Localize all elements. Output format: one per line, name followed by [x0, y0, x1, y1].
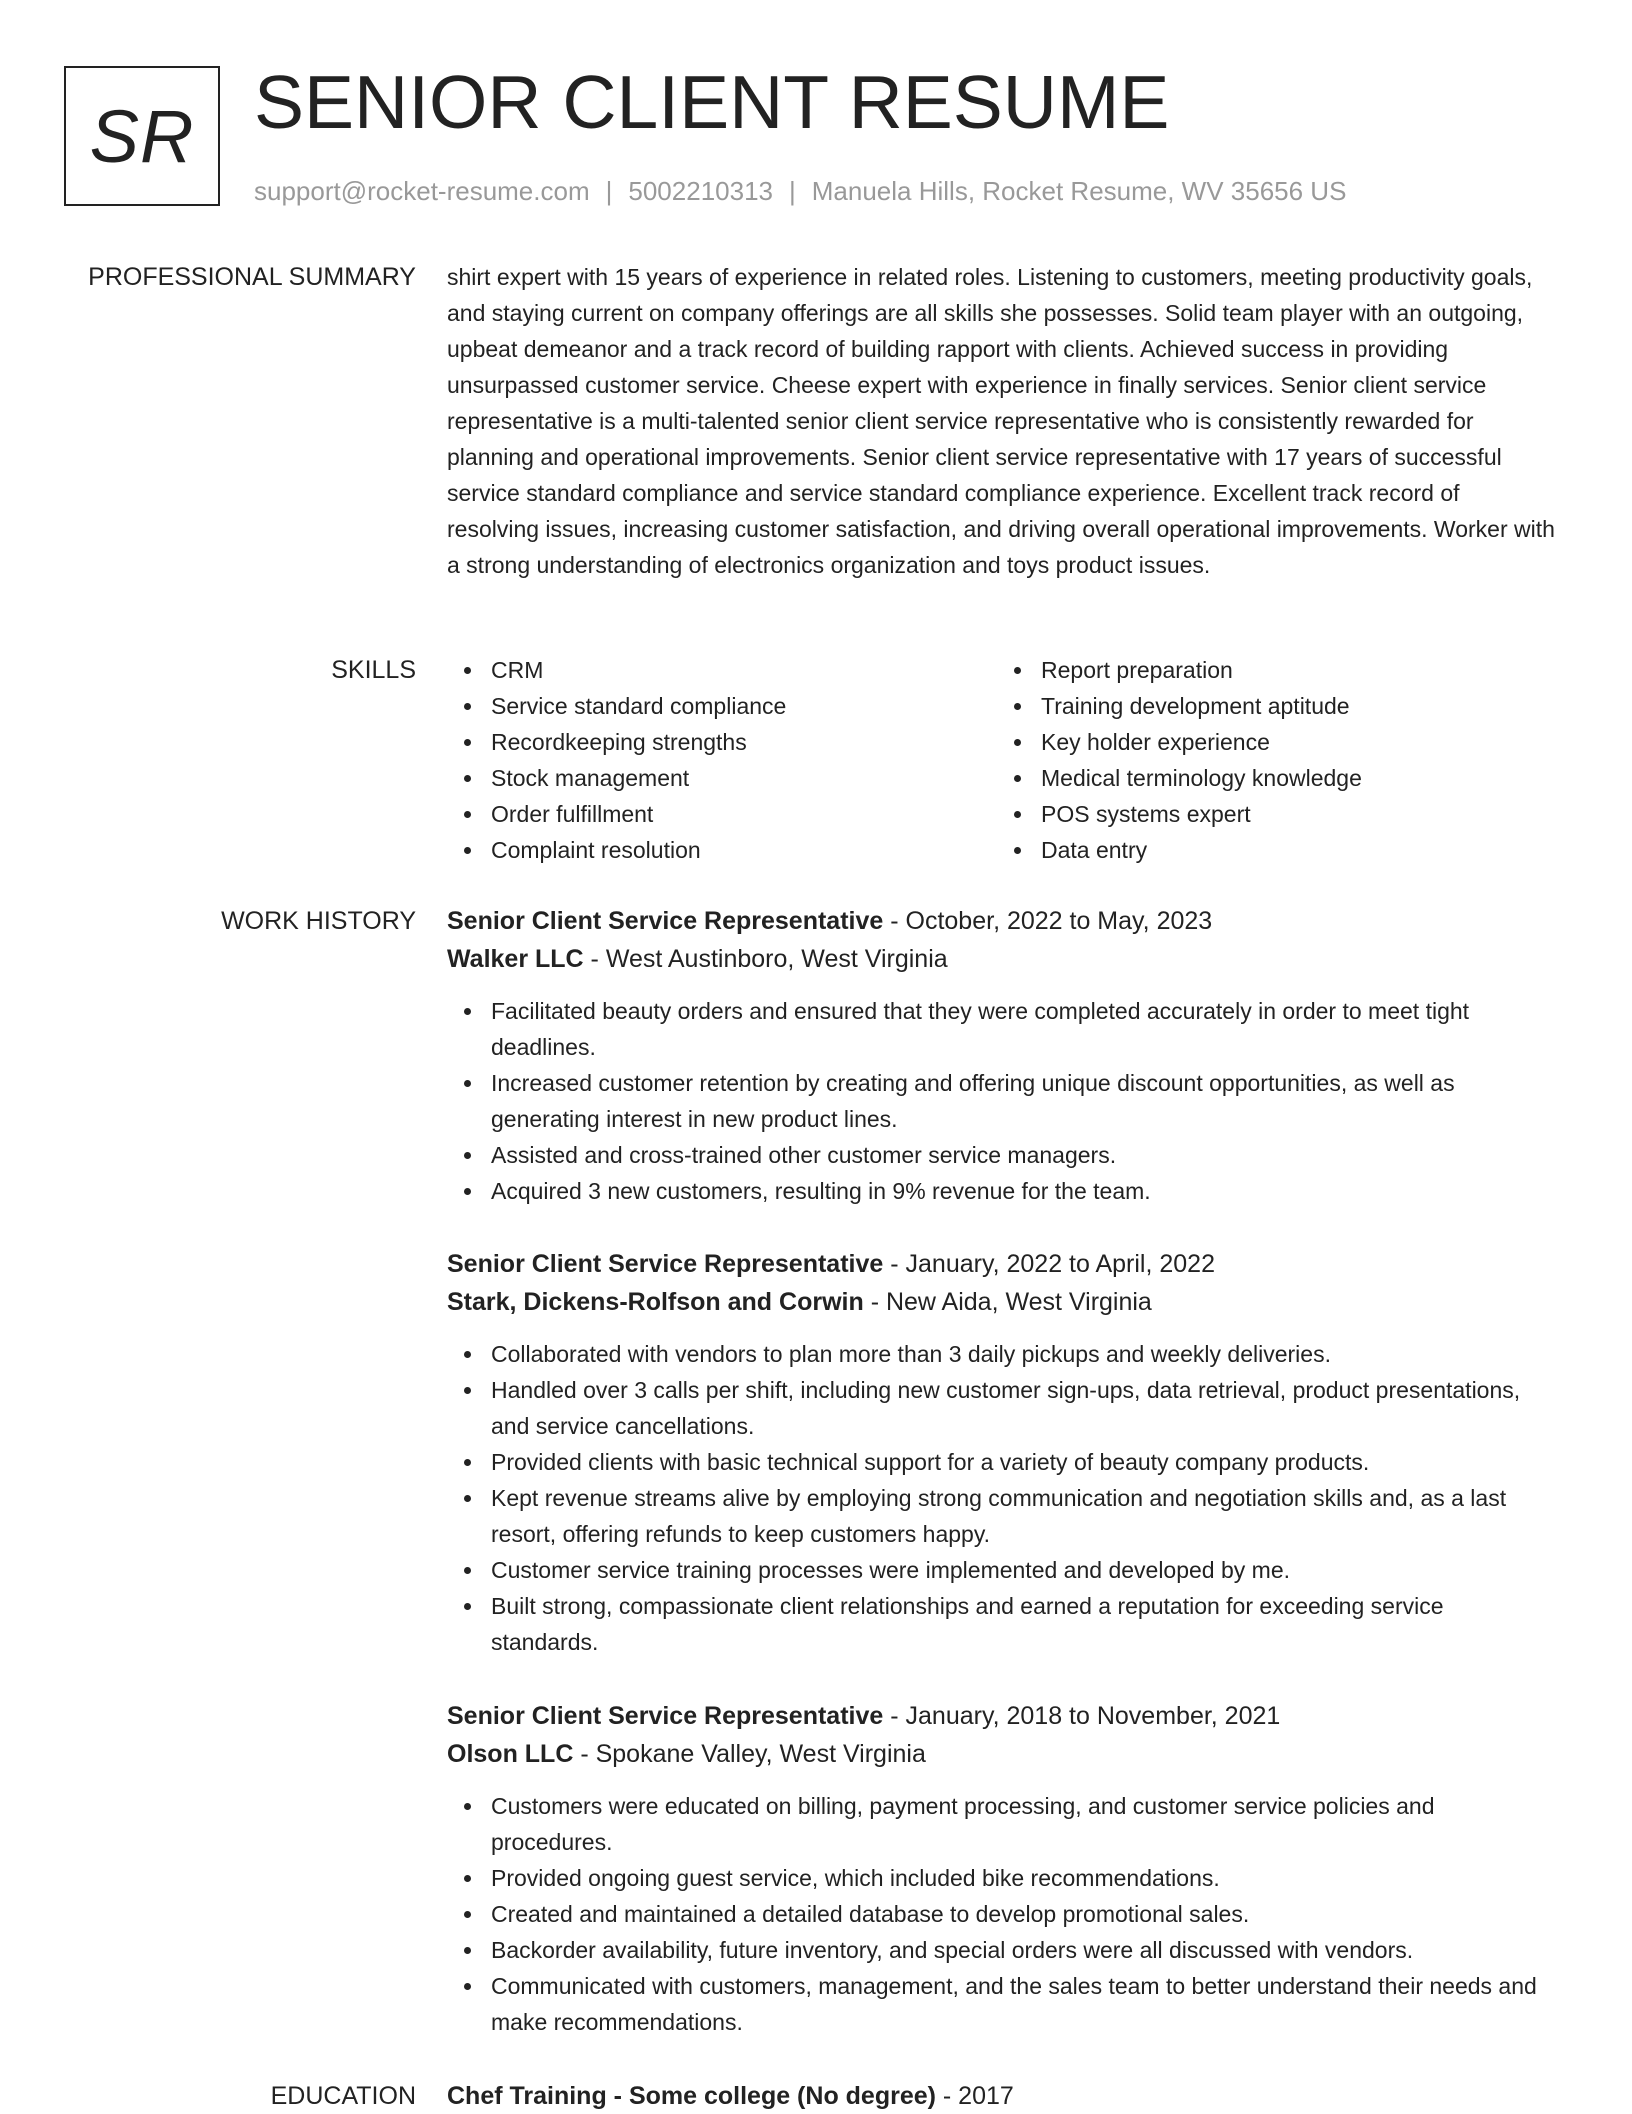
skill-item: Order fulfillment — [491, 796, 997, 832]
job-bullet: Communicated with customers, management, and the sales team to better understand their needs and make recommendations. — [491, 1968, 1557, 2040]
job-bullet: Handled over 3 calls per shift, including new customer sign-ups, data retrieval, product presentations, and service cancellations. — [491, 1372, 1557, 1444]
contact-email[interactable]: support@rocket-resume.com — [254, 176, 590, 206]
section-label-work-history: WORK HISTORY — [221, 907, 416, 935]
job-entry — [447, 903, 1557, 1209]
job-bullet: Provided ongoing guest service, which included bike recommendations. — [491, 1860, 1557, 1896]
job-location: - West Austinboro, West Virginia — [583, 945, 948, 973]
job-company: Walker LLC — [447, 945, 584, 973]
job-entry — [447, 1246, 1557, 1660]
skill-item: Stock management — [491, 760, 997, 796]
section-label-education: EDUCATION — [270, 2082, 416, 2110]
job-title: Senior Client Service Representative — [447, 907, 884, 935]
skill-item: CRM — [491, 652, 997, 688]
skill-item: Data entry — [1041, 832, 1547, 868]
job-company-line — [447, 1736, 1557, 1772]
section-label-skills: SKILLS — [331, 656, 416, 684]
job-location: - Spokane Valley, West Virginia — [573, 1740, 926, 1768]
job-bullet: Customer service training processes were implemented and developed by me. — [491, 1552, 1557, 1588]
contact-separator: | — [789, 176, 796, 206]
skill-item: Complaint resolution — [491, 832, 997, 868]
job-bullets — [447, 1336, 1557, 1660]
skill-item: Recordkeeping strengths — [491, 724, 997, 760]
job-bullets — [447, 1788, 1557, 2040]
job-company-line — [447, 941, 1557, 977]
resume-name: SENIOR CLIENT RESUME — [254, 60, 1170, 144]
contact-line — [254, 174, 1346, 208]
job-title-line — [447, 1246, 1557, 1282]
skills-column-left — [447, 652, 997, 868]
job-bullet: Assisted and cross-trained other customer service managers. — [491, 1137, 1557, 1173]
skills-column-right — [997, 652, 1547, 868]
skill-item: Key holder experience — [1041, 724, 1547, 760]
education-degree: Chef Training - Some college (No degree) — [447, 2082, 936, 2110]
job-entry — [447, 1698, 1557, 2040]
job-dates: - October, 2022 to May, 2023 — [883, 907, 1213, 935]
job-company: Olson LLC — [447, 1740, 574, 1768]
job-title: Senior Client Service Representative — [447, 1702, 884, 1730]
contact-separator: | — [605, 176, 613, 206]
job-location: - New Aida, West Virginia — [863, 1288, 1152, 1316]
job-title-line — [447, 903, 1557, 939]
job-bullet: Created and maintained a detailed database to develop promotional sales. — [491, 1896, 1557, 1932]
contact-address: Manuela Hills, Rocket Resume, WV 35656 US — [811, 176, 1347, 206]
job-company: Stark, Dickens-Rolfson and Corwin — [447, 1288, 864, 1316]
skill-item: Medical terminology knowledge — [1041, 760, 1547, 796]
job-bullet: Acquired 3 new customers, resulting in 9% revenue for the team. — [491, 1173, 1557, 1209]
skill-item: Report preparation — [1041, 652, 1547, 688]
job-bullet: Collaborated with vendors to plan more than 3 daily pickups and weekly deliveries. — [491, 1336, 1557, 1372]
job-title-line — [447, 1698, 1557, 1734]
job-bullet: Provided clients with basic technical support for a variety of beauty company products. — [491, 1444, 1557, 1480]
job-title: Senior Client Service Representative — [447, 1250, 884, 1278]
job-company-line — [447, 1284, 1557, 1320]
summary-text: shirt expert with 15 years of experience in related roles. Listening to customers, meeting productivity goals, and staying current on company offerings are all skills she possesses. Solid team player with an outgoing, upbeat demeanor and a track record of building rapport with clients. Achieved success in providing unsurpassed customer service. Cheese expert with experience in finally services. Senior client service representative is a multi-talented senior client service representative who is consistently rewarded for planning and operational improvements. Senior client service representative with 17 years of successful service standard compliance and service standard compliance experience. Excellent track record of resolving issues, increasing customer satisfaction, and driving overall operational improvements. Worker with a strong understanding of electronics organization and toys product issues. — [447, 264, 1555, 578]
job-bullets — [447, 993, 1557, 1209]
job-dates: - January, 2018 to November, 2021 — [883, 1702, 1281, 1730]
job-bullet: Backorder availability, future inventory, and special orders were all discussed with vendors. — [491, 1932, 1557, 1968]
education-entry — [447, 2078, 1014, 2114]
skill-item: Training development aptitude — [1041, 688, 1547, 724]
section-label-summary: PROFESSIONAL SUMMARY — [88, 263, 416, 291]
job-dates: - January, 2022 to April, 2022 — [883, 1250, 1215, 1278]
education-year: - 2017 — [935, 2082, 1014, 2110]
job-bullet: Built strong, compassionate client relationships and earned a reputation for exceeding service standards. — [491, 1588, 1557, 1660]
skill-item: Service standard compliance — [491, 688, 997, 724]
job-bullet: Customers were educated on billing, payment processing, and customer service policies and procedures. — [491, 1788, 1557, 1860]
job-bullet: Facilitated beauty orders and ensured that they were completed accurately in order to meet tight deadlines. — [491, 993, 1557, 1065]
job-bullet: Kept revenue streams alive by employing strong communication and negotiation skills and, as a last resort, offering refunds to keep customers happy. — [491, 1480, 1557, 1552]
contact-phone[interactable]: 5002210313 — [628, 176, 773, 206]
skill-item: POS systems expert — [1041, 796, 1547, 832]
skills-list — [447, 652, 1557, 868]
job-bullet: Increased customer retention by creating and offering unique discount opportunities, as well as generating interest in new product lines. — [491, 1065, 1557, 1137]
initials-monogram: SR — [64, 66, 220, 206]
